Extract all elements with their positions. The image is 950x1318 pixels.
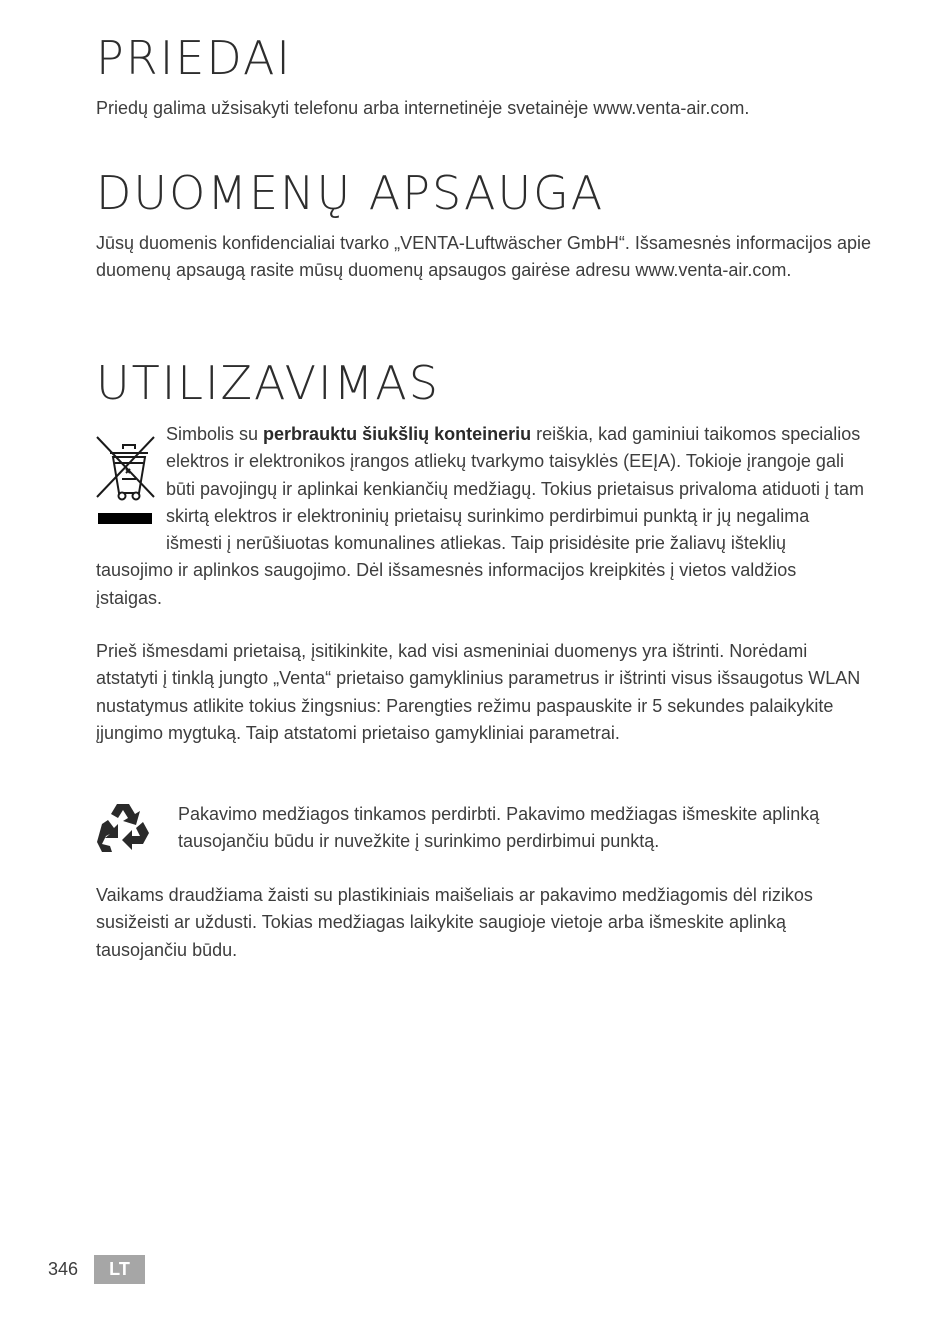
section-title-duomenu-apsauga: DUOMENŲ APSAUGA	[96, 166, 605, 220]
weee-intro-text: Simbolis su	[166, 424, 259, 444]
weee-rest-text: reiškia, kad gaminiui taikomos specialios elektros ir elektronikos įrangos atliekų tvarkymo taisyklės (EEĮA). Tokioje įrangoje gali būti pavojingų ir aplinkai kenkiančių medžiagų. Tokius prietaisus privaloma atiduoti į tam skirtą elektros ir elektroninių prietaisų surinkimo perdirbimui punktą ir jų negalima išmesti į nerūšiuotas komunalines atliekas. Taip prisidėsite prie žaliavų išteklių tausojimo ir aplinkos saugojimo. Dėl išsamesnės informacijos kreipkitės į vietos valdžios įstaigas.	[96, 424, 865, 608]
section-title-priedai: PRIEDAI	[96, 31, 292, 85]
reset-instructions-paragraph: Prieš išmesdami prietaisą, įsitikinkite, kad visi asmeniniai duomenys yra ištrinti. Norėdami atstatyti į tinklą jungto „Venta“ prietaiso gamyklinius parametrus ir ištrinti visus išsaugotus WLAN nustatymus atlikite tokius žingsnius: Parengties režimu paspauskite ir 5 sekundes palaikykite įjungimo mygtuką. Taip atstatomi prietaiso gamykliniai parametrai.	[96, 641, 861, 743]
page-footer	[48, 1254, 145, 1284]
duomenu-apsauga-paragraph: Jūsų duomenis konfidencialiai tvarko „VENTA-Luftwäscher GmbH“. Išsamesnės informacijos apie duomenų apsaugą rasite mūsų duomenų apsaugos gairėse adresu www.venta-air.com.	[96, 233, 871, 281]
page-number: 346	[48, 1258, 79, 1279]
weee-paragraph	[96, 421, 866, 612]
section-title-utilizavimas: UTILIZAVIMAS	[96, 356, 440, 410]
priedai-paragraph: Priedų galima užsisakyti telefonu arba internetinėje svetainėje www.venta-air.com.	[96, 98, 750, 118]
weee-bold-text: perbrauktu šiukšlių konteineriu	[263, 424, 532, 444]
crossed-out-wheelie-bin-icon	[96, 435, 158, 535]
language-badge: LT	[94, 1255, 145, 1284]
packaging-paragraph: Pakavimo medžiagos tinkamos perdirbti. Pakavimo medžiagas išmeskite aplinką tausojančiu būdu ir nuvežkite į surinkimo perdirbimui punktą.	[178, 804, 820, 852]
recycling-symbol-icon	[96, 800, 150, 854]
children-warning-paragraph: Vaikams draudžiama žaisti su plastikiniais maišeliais ar pakavimo medžiagomis dėl rizikos susižeisti ar uždusti. Tokias medžiagas laikykite saugioje vietoje arba išmeskite aplinką tausojančiu būdu.	[96, 885, 813, 960]
weee-disposal-block	[96, 421, 866, 612]
